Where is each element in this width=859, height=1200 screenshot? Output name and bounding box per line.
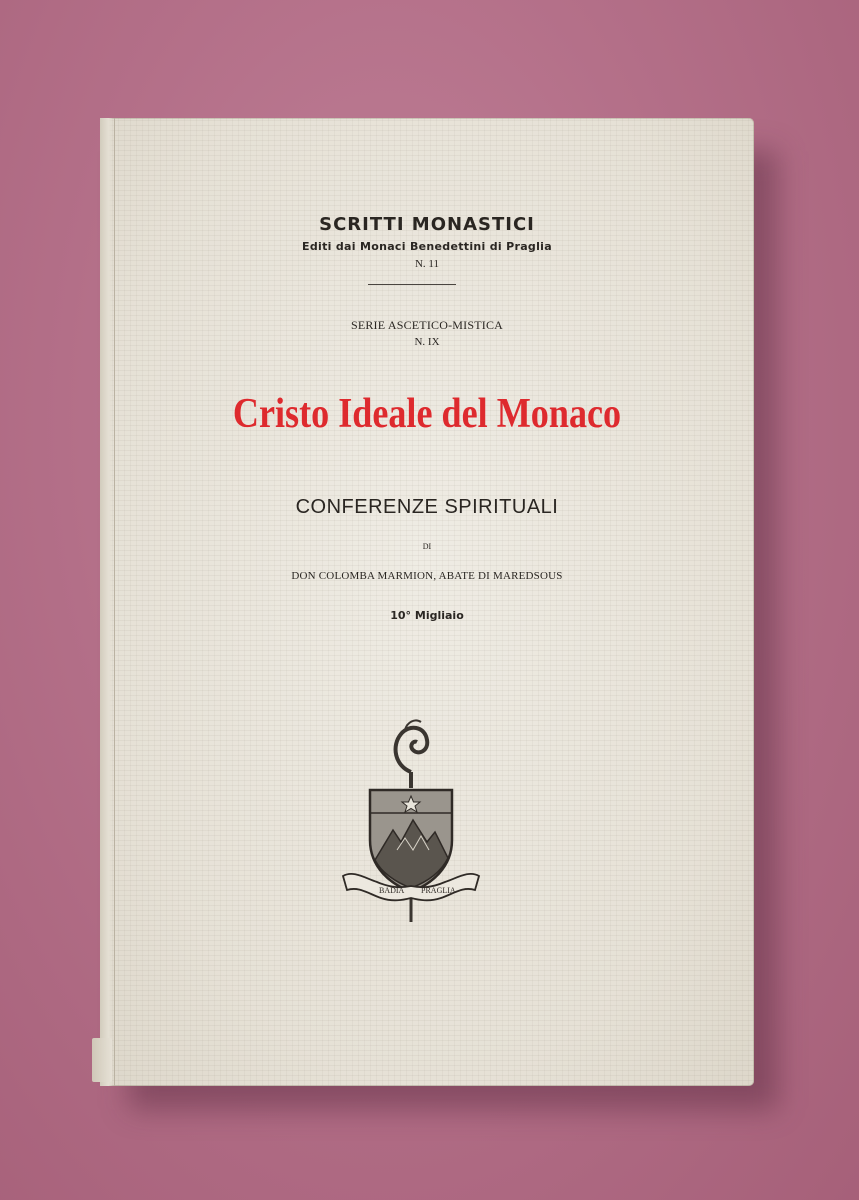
abbey-coat-of-arms-icon xyxy=(335,710,485,930)
collection-name: SERIE ASCETICO-MISTICA xyxy=(350,318,504,332)
book-cover xyxy=(100,118,754,1086)
series-subtitle: Editi dai Monaci Benedettini di Praglia xyxy=(302,240,552,253)
emblem-motto-left: BADIA xyxy=(379,886,405,895)
divider-rule xyxy=(368,284,456,285)
author-line: DON COLOMBA MARMION, ABATE DI MAREDSOUS xyxy=(291,570,563,582)
book-title: Cristo Ideale del Monaco xyxy=(232,391,622,437)
edition-line: 10° Migliaio xyxy=(390,609,464,622)
by-label: DI xyxy=(422,542,432,551)
collection-number: N. IX xyxy=(414,336,440,348)
book-subtitle: CONFERENZE SPIRITUALI xyxy=(295,496,559,518)
series-title: SCRITTI MONASTICI xyxy=(319,214,535,235)
emblem-motto-right: PRAGLIA xyxy=(421,886,456,895)
series-number: N. 11 xyxy=(414,258,440,270)
worn-corner xyxy=(92,1038,112,1082)
